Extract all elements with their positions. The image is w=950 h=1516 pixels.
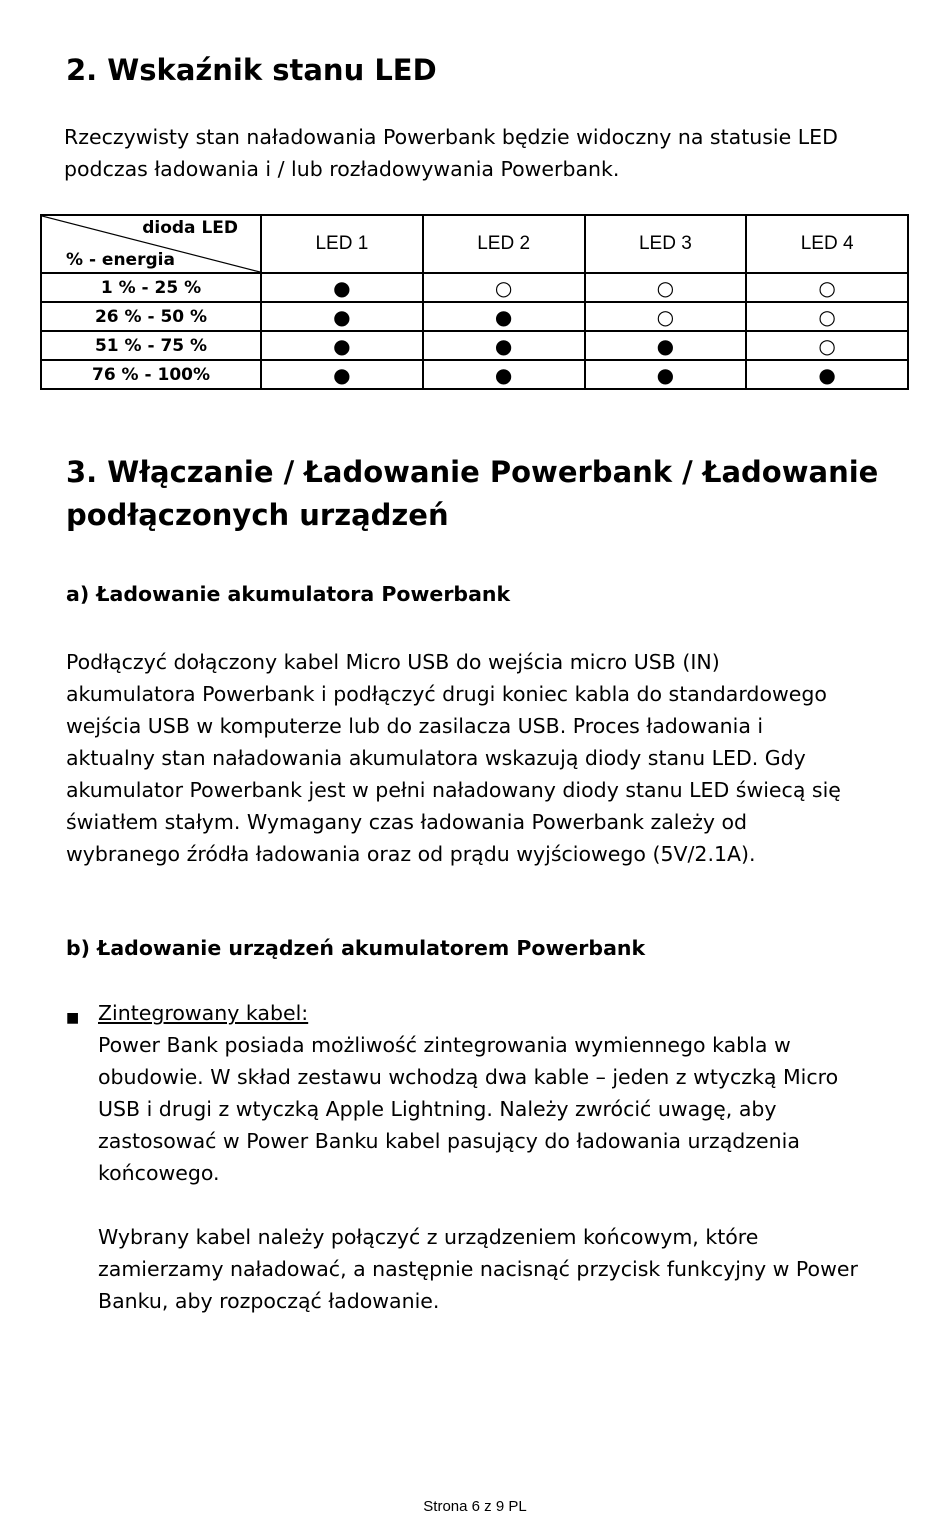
row-label: 1 % - 25 % xyxy=(41,273,261,302)
led-cell: ● xyxy=(585,360,747,389)
table-row xyxy=(41,273,908,302)
table-row xyxy=(41,360,908,389)
row-label: 76 % - 100% xyxy=(41,360,261,389)
text-line: obudowie. W skład zestawu wchodzą dwa kable – jeden z wtyczką Micro xyxy=(98,1065,839,1089)
text-line: Banku, aby rozpocząć ładowanie. xyxy=(98,1289,440,1313)
header-led-1: LED 1 xyxy=(261,215,423,273)
table-row xyxy=(41,302,908,331)
page-footer: Strona 6 z 9 PL xyxy=(423,1498,527,1515)
text-line: akumulator Powerbank jest w pełni naładowany diody stanu LED świecą się xyxy=(66,778,841,802)
subsection-b-text xyxy=(98,997,858,1317)
table-header-row xyxy=(41,215,908,273)
header-led-4: LED 4 xyxy=(746,215,908,273)
table-corner-cell xyxy=(41,215,261,273)
row-label: 26 % - 50 % xyxy=(41,302,261,331)
text-line: światłem stałym. Wymagany czas ładowania Powerbank zależy od xyxy=(66,810,748,834)
led-cell: ● xyxy=(261,331,423,360)
led-cell: ○ xyxy=(746,273,908,302)
text-line: końcowego. xyxy=(98,1161,220,1185)
led-status-table xyxy=(40,214,909,390)
led-cell: ○ xyxy=(585,302,747,331)
text-line: Wybrany kabel należy połączyć z urządzeniem końcowym, które xyxy=(98,1225,759,1249)
paragraph-spacer xyxy=(98,1189,858,1221)
text-line: wybranego źródła ładowania oraz od prądu wyjściowego (5V/2.1A). xyxy=(66,842,756,866)
led-cell: ○ xyxy=(746,302,908,331)
led-cell: ○ xyxy=(423,273,585,302)
led-cell: ● xyxy=(261,273,423,302)
led-cell: ● xyxy=(746,360,908,389)
led-cell: ● xyxy=(423,360,585,389)
bullet-heading: Zintegrowany kabel: xyxy=(98,1001,309,1025)
text-line: Podłączyć dołączony kabel Micro USB do wejścia micro USB (IN) xyxy=(66,650,720,674)
text-line: zastosować w Power Banku kabel pasujący do ładowania urządzenia xyxy=(98,1129,800,1153)
led-cell: ● xyxy=(423,331,585,360)
corner-label-led: dioda LED xyxy=(142,218,238,238)
section-2-intro: Rzeczywisty stan naładowania Powerbank będzie widoczny na statusie LED podczas ładowania i / lub rozładowywania Powerbank. xyxy=(64,125,838,181)
led-cell: ○ xyxy=(585,273,747,302)
square-bullet-icon: ■ xyxy=(66,1010,80,1026)
text-line: Power Bank posiada możliwość zintegrowania wymiennego kabla w xyxy=(98,1033,791,1057)
row-label: 51 % - 75 % xyxy=(41,331,261,360)
subsection-b-title: b) Ładowanie urządzeń akumulatorem Powerbank xyxy=(66,936,646,960)
led-cell: ● xyxy=(261,360,423,389)
led-cell: ● xyxy=(261,302,423,331)
corner-label-energy: % - energia xyxy=(66,250,175,270)
header-led-2: LED 2 xyxy=(423,215,585,273)
led-cell: ● xyxy=(585,331,747,360)
section-2-title: 2. Wskaźnik stanu LED xyxy=(66,53,437,87)
header-led-3: LED 3 xyxy=(585,215,747,273)
subsection-a-text xyxy=(66,646,841,870)
led-cell: ○ xyxy=(746,331,908,360)
section-3-title-line-2: podłączonych urządzeń xyxy=(66,498,449,532)
text-line: USB i drugi z wtyczką Apple Lightning. Należy zwrócić uwagę, aby xyxy=(98,1097,777,1121)
led-cell: ● xyxy=(423,302,585,331)
text-line: akumulatora Powerbank i podłączyć drugi koniec kabla do standardowego xyxy=(66,682,827,706)
table-row xyxy=(41,331,908,360)
section-3-title-line-1: 3. Włączanie / Ładowanie Powerbank / Ładowanie xyxy=(66,455,879,489)
text-line: wejścia USB w komputerze lub do zasilacza USB. Proces ładowania i xyxy=(66,714,764,738)
subsection-a-title: a) Ładowanie akumulatora Powerbank xyxy=(66,582,511,606)
text-line: zamierzamy naładować, a następnie nacisnąć przycisk funkcyjny w Power xyxy=(98,1257,858,1281)
text-line: aktualny stan naładowania akumulatora wskazują diody stanu LED. Gdy xyxy=(66,746,806,770)
